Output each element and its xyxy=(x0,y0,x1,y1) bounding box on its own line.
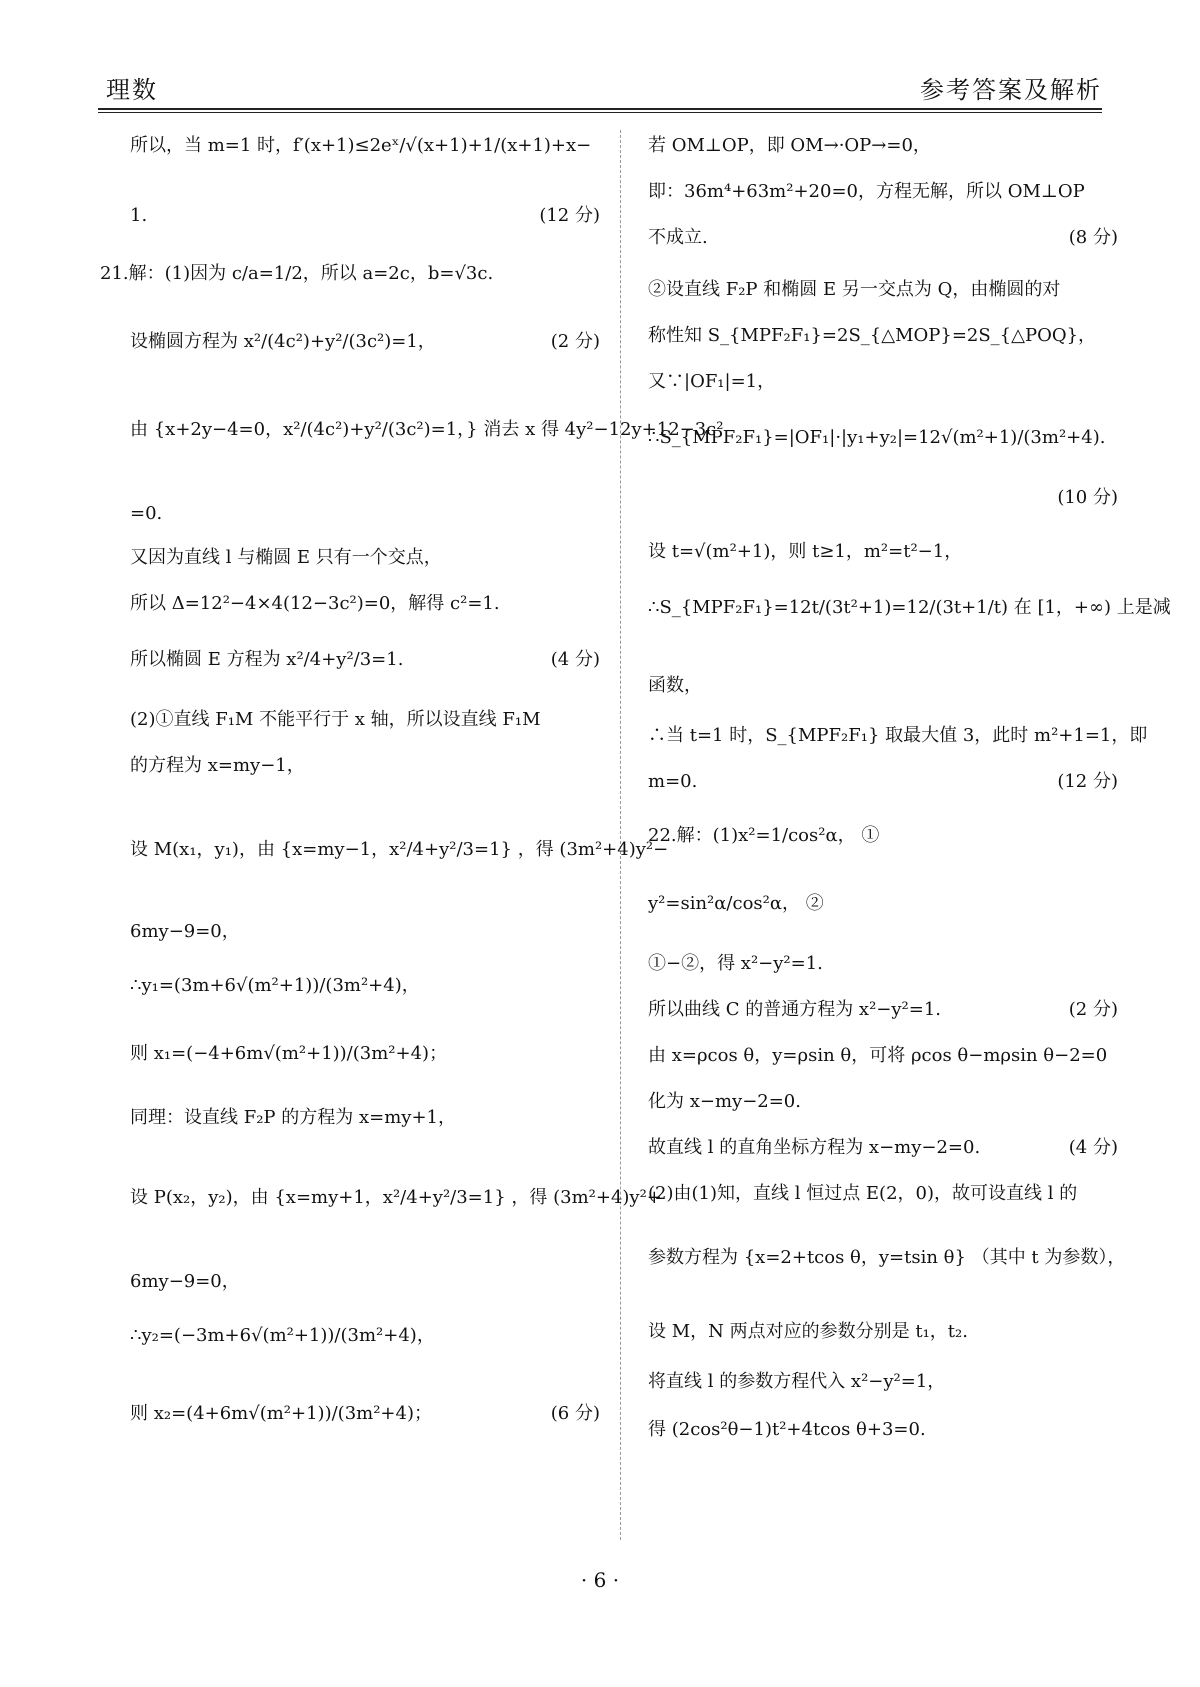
header-subject: 理数 xyxy=(106,76,158,104)
text-line: 得 (2cos²θ−1)t²+4tcos θ+3=0. xyxy=(648,1419,926,1440)
header-title: 参考答案及解析 xyxy=(920,76,1102,104)
text-line: 即：36m⁴+63m²+20=0，方程无解，所以 OM⊥OP xyxy=(648,181,1085,202)
text-line: 参数方程为 {x=2+tcos θ，y=tsin θ} （其中 t 为参数）， xyxy=(648,1247,1126,1268)
text-line: ∴y₁=(3m+6√(m²+1))/(3m²+4)， xyxy=(130,975,420,996)
answer-start-21: 21.解：(1)因为 c/a=1/2，所以 a=2c，b=√3c. xyxy=(100,263,494,284)
text-line: 则 x₁=(−4+6m√(m²+1))/(3m²+4)； xyxy=(130,1043,448,1064)
text-line: 不成立. xyxy=(648,227,708,248)
text-line: =0. xyxy=(130,503,163,524)
text-line: 同理：设直线 F₂P 的方程为 x=my+1， xyxy=(130,1107,456,1128)
text-line: ∴S_{MPF₂F₁}=12t/(3t²+1)=12/(3t+1/t) 在 [1，+∞) 上是减 xyxy=(648,597,1171,618)
score-mark: (4 分) xyxy=(550,649,600,670)
text-line: 1. xyxy=(130,205,148,226)
text-line: 化为 x−my−2=0. xyxy=(648,1091,801,1112)
score-mark: (12 分) xyxy=(539,205,600,226)
text-line: 设 t=√(m²+1)，则 t≥1，m²=t²−1， xyxy=(648,541,963,562)
text-line: 设 P(x₂，y₂)，由 {x=my+1，x²/4+y²/3=1} ，得 (3m²+4)y²+ xyxy=(130,1187,662,1208)
score-mark: (10 分) xyxy=(1057,487,1118,508)
score-mark: (2 分) xyxy=(1068,999,1118,1020)
header-rule xyxy=(98,108,1102,110)
text-line: 由 {x+2y−4=0，x²/(4c²)+y²/(3c²)=1，} 消去 x 得 4y²−12y+12−3c² xyxy=(130,419,724,440)
text-line: m=0. xyxy=(648,771,698,792)
text-line: 若 OM⊥OP，即 OM→·OP→=0， xyxy=(648,135,931,156)
text-line: 又∵|OF₁|=1， xyxy=(648,371,776,392)
text-line: (2)①直线 F₁M 不能平行于 x 轴，所以设直线 F₁M xyxy=(130,709,541,730)
text-line: 6my−9=0， xyxy=(130,921,240,942)
text-line: 由 x=ρcos θ，y=ρsin θ，可将 ρcos θ−mρsin θ−2=0 xyxy=(648,1045,1108,1066)
page-number: · 6 · xyxy=(580,1568,620,1592)
text-line: 所以，当 m=1 时，f′(x+1)≤2eˣ/√(x+1)+1/(x+1)+x− xyxy=(130,135,592,156)
column-divider xyxy=(620,130,621,1540)
text-line: 函数， xyxy=(648,675,702,696)
score-mark: (8 分) xyxy=(1068,227,1118,248)
text-line: 故直线 l 的直角坐标方程为 x−my−2=0. xyxy=(648,1137,981,1158)
text-line: 称性知 S_{MPF₂F₁}=2S_{△MOP}=2S_{△POQ}， xyxy=(648,325,1097,346)
text-line: (2)由(1)知，直线 l 恒过点 E(2，0)，故可设直线 l 的 xyxy=(648,1183,1078,1204)
text-line: ∴当 t=1 时，S_{MPF₂F₁} 取最大值 3，此时 m²+1=1，即 xyxy=(648,725,1148,746)
text-line: ②设直线 F₂P 和椭圆 E 另一交点为 Q，由椭圆的对 xyxy=(648,279,1061,300)
score-mark: (12 分) xyxy=(1057,771,1118,792)
text-line: 所以椭圆 E 方程为 x²/4+y²/3=1. xyxy=(130,649,404,670)
score-mark: (2 分) xyxy=(550,331,600,352)
text-line: 所以曲线 C 的普通方程为 x²−y²=1. xyxy=(648,999,942,1020)
page-header xyxy=(98,70,1102,104)
score-mark: (6 分) xyxy=(550,1403,600,1424)
text-line: ∴y₂=(−3m+6√(m²+1))/(3m²+4)， xyxy=(130,1325,435,1346)
text-line: 设 M(x₁，y₁)，由 {x=my−1，x²/4+y²/3=1} ，得 (3m²+4)y²− xyxy=(130,839,669,860)
text-line: ∴S_{MPF₂F₁}=|OF₁|·|y₁+y₂|=12√(m²+1)/(3m²+4). xyxy=(648,427,1106,448)
text-line: y²=sin²α/cos²α， ② xyxy=(648,893,824,914)
text-line: 所以 Δ=12²−4×4(12−3c²)=0，解得 c²=1. xyxy=(130,593,500,614)
score-mark: (4 分) xyxy=(1068,1137,1118,1158)
text-line: 的方程为 x=my−1， xyxy=(130,755,305,776)
text-line: 设椭圆方程为 x²/(4c²)+y²/(3c²)=1， xyxy=(130,331,436,352)
text-line: 设 M，N 两点对应的参数分别是 t₁，t₂. xyxy=(648,1321,968,1342)
text-line: ①−②，得 x²−y²=1. xyxy=(648,953,823,974)
text-line: 又因为直线 l 与椭圆 E 只有一个交点， xyxy=(130,547,442,568)
text-line: 6my−9=0， xyxy=(130,1271,240,1292)
answer-start-22: 22.解：(1)x²=1/cos²α， ① xyxy=(648,825,880,846)
header-rule-thin xyxy=(98,112,1102,113)
text-line: 将直线 l 的参数方程代入 x²−y²=1， xyxy=(648,1371,946,1392)
text-line: 则 x₂=(4+6m√(m²+1))/(3m²+4)； xyxy=(130,1403,432,1424)
